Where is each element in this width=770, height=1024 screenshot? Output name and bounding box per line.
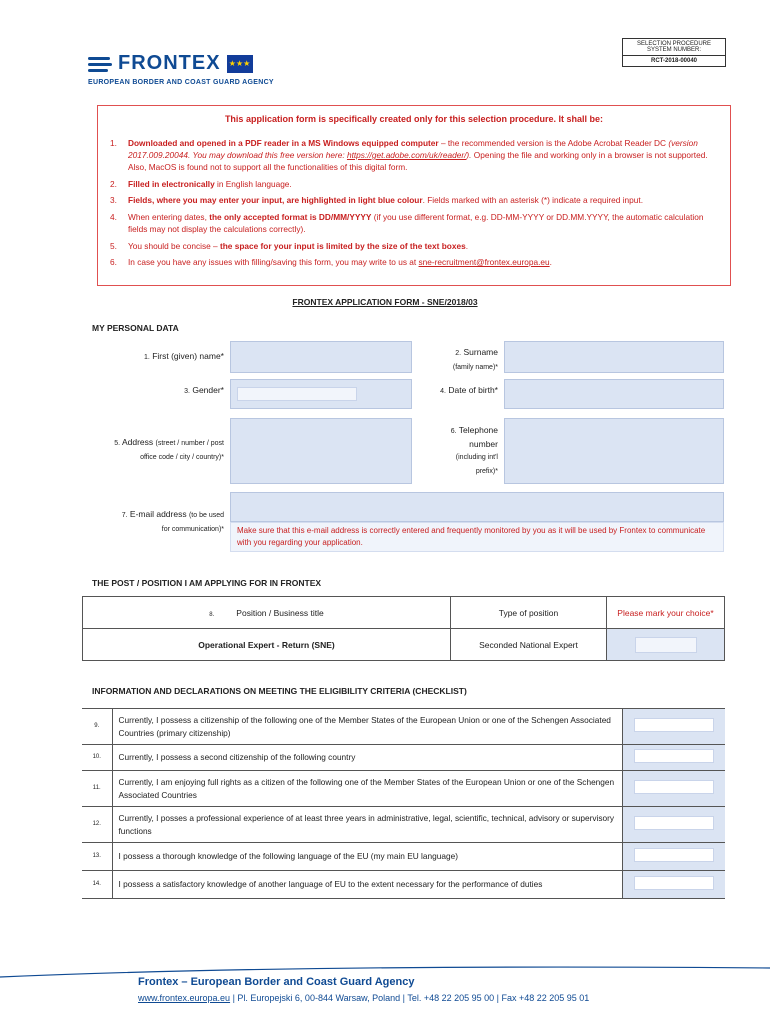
post-col-choice: Please mark your choice* <box>607 597 725 629</box>
checklist-row: 9. Currently, I possess a citizenship of the following one of the Member States of the European Union or one of the Schengen Associated Countries (primary citizenship) <box>82 709 725 745</box>
address-field[interactable] <box>230 418 412 484</box>
post-row <box>83 629 725 661</box>
position-type: Seconded National Expert <box>451 629 607 661</box>
adobe-reader-link[interactable]: https://get.adobe.com/uk/reader/ <box>346 149 467 160</box>
surname-label: 2. Surname (family name)* <box>452 347 498 371</box>
main-language-field[interactable] <box>634 848 714 862</box>
second-language-field[interactable] <box>634 876 714 890</box>
post-col-type: Type of position <box>451 597 607 629</box>
email-note: Make sure that this e-mail address is correctly entered and frequently monitored by you as it will be used by Frontex to communicate with you regarding your application. <box>230 522 724 552</box>
logo-wordmark: FRONTEX <box>118 52 221 74</box>
agency-name: EUROPEAN BORDER AND COAST GUARD AGENCY <box>88 79 274 86</box>
eu-flag-icon: ★★★ <box>227 55 253 73</box>
checklist-row: 10. Currently, I possess a second citizenship of the following country <box>82 745 725 771</box>
instructions-heading: This application form is specifically created only for this selection procedure. It shall be: <box>224 114 604 124</box>
checklist-table <box>82 708 725 899</box>
post-col-title: 8. Position / Business title <box>83 597 451 629</box>
position-choice-checkbox[interactable] <box>635 637 697 653</box>
gender-select[interactable] <box>230 379 412 409</box>
form-title: FRONTEX APPLICATION FORM - SNE/2018/03 <box>292 297 478 307</box>
reference-box <box>622 38 726 67</box>
post-table <box>82 596 725 661</box>
gender-label: 3. Gender* <box>184 385 224 395</box>
checklist-row: 12. Currently, I posses a professional experience of at least three years in administrative, legal, scientific, technical, advisory or supervisory functions <box>82 807 725 843</box>
surname-field[interactable] <box>504 341 724 373</box>
phone-label: 6. Telephone number (including int'l prefix)* <box>450 425 498 475</box>
personal-data-heading: MY PERSONAL DATA <box>92 323 179 333</box>
experience-field[interactable] <box>634 816 714 830</box>
instruction-item: 6. In case you have any issues with filling/saving this form, you may write to us at sne-recruitment@frontex.europa.eu. <box>110 257 552 267</box>
post-header-row <box>83 597 725 629</box>
reference-number: RCT-2018-00040 <box>650 58 698 64</box>
support-email-link[interactable]: sne-recruitment@frontex.europa.eu <box>418 257 550 267</box>
footer <box>138 976 589 1003</box>
address-label: 5. Address (street / number / post office code / city / country)* <box>114 437 224 461</box>
post-heading: THE POST / POSITION I AM APPLYING FOR IN FRONTEX <box>92 578 322 588</box>
checklist-heading: INFORMATION AND DECLARATIONS ON MEETING THE ELIGIBILITY CRITERIA (CHECKLIST) <box>92 686 467 696</box>
footer-contact: www.frontex.europa.eu | Pl. Europejski 6, 00-844 Warsaw, Poland | Tel. +48 22 205 95 00 | Fax +48 22 205 95 01 <box>138 993 590 1003</box>
first-name-field[interactable] <box>230 341 412 373</box>
checklist-row: 13. I possess a thorough knowledge of the following language of the EU (my main EU language) <box>82 843 725 871</box>
instruction-item: 4. When entering dates, the only accepted format is DD/MM/YYYY (if you use different format, e.g. DD-MM-YYYY or DD.MM.YYYY, the automatic calculation fields may not display the calculations correctly). <box>110 211 704 235</box>
position-choice-cell <box>607 629 725 661</box>
citizenship-field[interactable] <box>634 718 714 732</box>
instruction-item: 1. Downloaded and opened in a PDF reader in a MS Windows equipped computer – the recommended version is the Adobe Acrobat Reader DC (version 2017.009.20044. You may download this free version here: https://get.adobe.com/uk/reader/). Opening the file and working only in a browser is not supported. Also, MacOS is found not to support all the functionalities of this digital form. <box>110 137 708 173</box>
instructions-box <box>97 105 731 286</box>
footer-agency: Frontex – European Border and Coast Guard Agency <box>138 976 415 988</box>
frontex-logo <box>88 52 274 86</box>
checklist-row: 14. I possess a satisfactory knowledge of another language of EU to the extent necessary for the performance of duties <box>82 871 725 899</box>
first-name-label: 1. First (given) name* <box>143 351 224 361</box>
email-field[interactable] <box>230 492 724 522</box>
reference-title: SELECTION PROCEDURE SYSTEM NUMBER: <box>623 39 725 56</box>
footer-website-link[interactable]: www.frontex.europa.eu <box>138 993 231 1003</box>
email-label: 7. E-mail address (to be used for communication)* <box>121 509 224 533</box>
frontex-wave-icon <box>88 55 112 73</box>
checklist-row: 11. Currently, I am enjoying full rights as a citizen of the following one of the Member States of the European Union or one of the Schengen Associated Countries <box>82 771 725 807</box>
position-title: Operational Expert - Return (SNE) <box>83 629 451 661</box>
full-rights-field[interactable] <box>634 780 714 794</box>
second-citizenship-field[interactable] <box>634 749 714 763</box>
instruction-item: 5. You should be concise – the space for your input is limited by the size of the text boxes. <box>110 240 468 251</box>
instruction-item: 2. Filled in electronically in English language. <box>110 178 292 189</box>
dob-field[interactable] <box>504 379 724 409</box>
dob-label: 4. Date of birth* <box>440 385 498 395</box>
phone-field[interactable] <box>504 418 724 484</box>
instruction-item: 3. Fields, where you may enter your input, are highlighted in light blue colour. Fields marked with an asterisk (*) indicate a required input. <box>110 195 644 206</box>
